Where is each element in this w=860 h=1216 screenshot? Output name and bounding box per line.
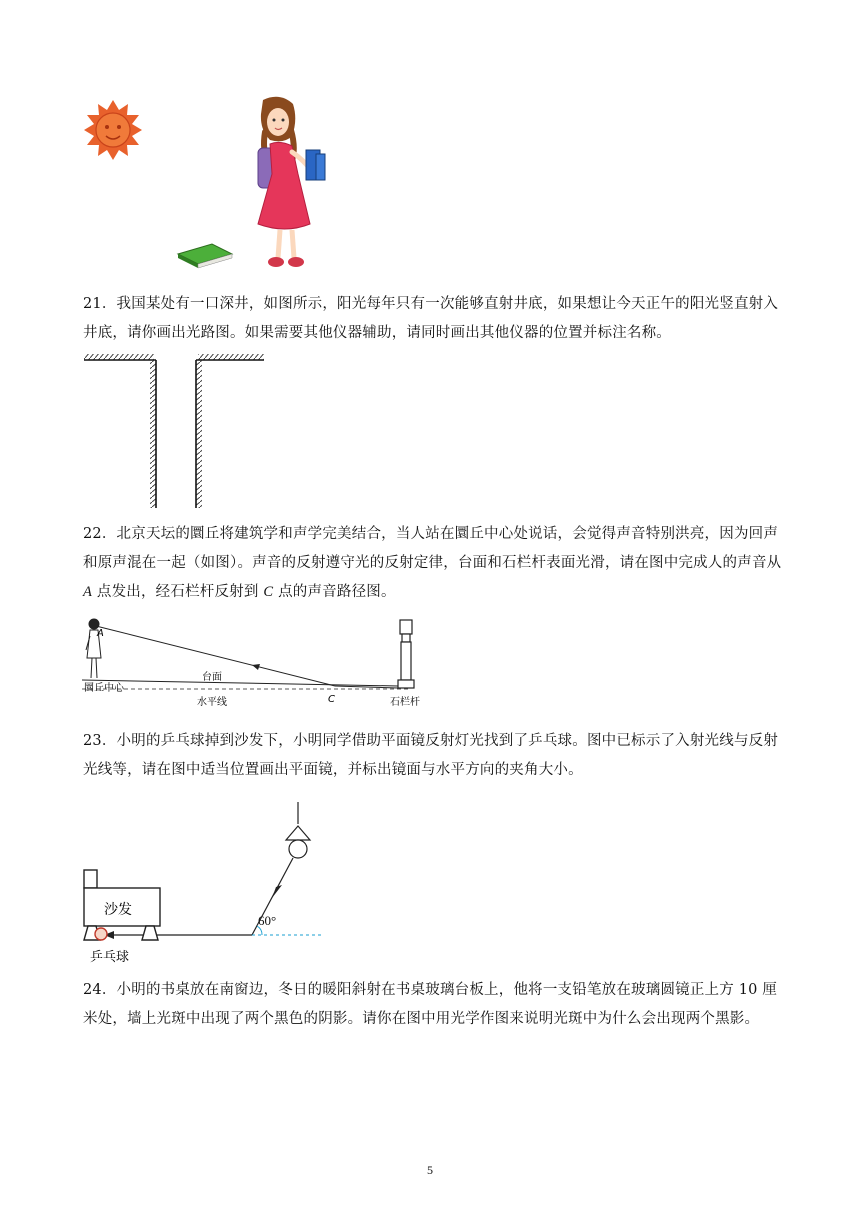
well-diagram <box>80 352 270 512</box>
label-railing: 石栏杆 <box>390 697 420 708</box>
label-c: C <box>328 694 335 705</box>
question-22-text: 22．北京天坛的圜丘将建筑学和声学完美结合，当人站在圜丘中心处说话，会觉得声音特别洪亮，因为回声和原声混在一起（如图）。声音的反射遵守光的反射定律，台面和石栏杆表面光滑，请在图中完成人的声音从 A 点发出，经石栏杆反射到 C 点的声音路径图。 <box>83 526 782 600</box>
sun-icon <box>84 100 142 160</box>
label-horizontal: 水平线 <box>197 697 227 708</box>
label-sofa: 沙发 <box>104 902 132 918</box>
question-24-text: 24．小明的书桌放在南窗边，冬日的暖阳斜射在书桌玻璃台板上，他将一支铅笔放在玻璃圆镜正上方 10 厘米处，墙上光斑中出现了两个黑色的阴影。请你在图中用光学作图来说明光斑中为什么会出现两个黑影。 <box>83 982 778 1027</box>
book-icon <box>178 244 232 268</box>
sofa-mirror-diagram <box>80 798 340 968</box>
label-center: 圜丘中心 <box>84 683 124 694</box>
sun-girl-illustration <box>80 92 350 277</box>
echo-wall-diagram <box>80 614 460 710</box>
ping-pong-ball-icon <box>95 928 107 940</box>
question-23-text: 23．小明的乒乓球掉到沙发下，小明同学借助平面镜反射灯光找到了乒乓球。图中已标示了入射光线与反射光线等，请在图中适当位置画出平面镜，并标出镜面与水平方向的夹角大小。 <box>83 733 779 778</box>
girl-figure <box>258 97 325 267</box>
page-number: 5 <box>427 1163 433 1177</box>
label-platform: 台面 <box>202 672 222 683</box>
lamp-icon <box>286 802 310 858</box>
stone-railing <box>398 620 414 688</box>
label-angle: 60° <box>258 913 277 928</box>
label-ball: 乒乓球 <box>90 950 130 965</box>
label-a: A <box>97 628 104 639</box>
question-21-text: 21．我国某处有一口深井，如图所示，阳光每年只有一次能够直射井底，如果想让今天正午的阳光竖直射入井底，请你画出光路图。如果需要其他仪器辅助，请同时画出其他仪器的位置并标注名称。 <box>83 296 779 341</box>
